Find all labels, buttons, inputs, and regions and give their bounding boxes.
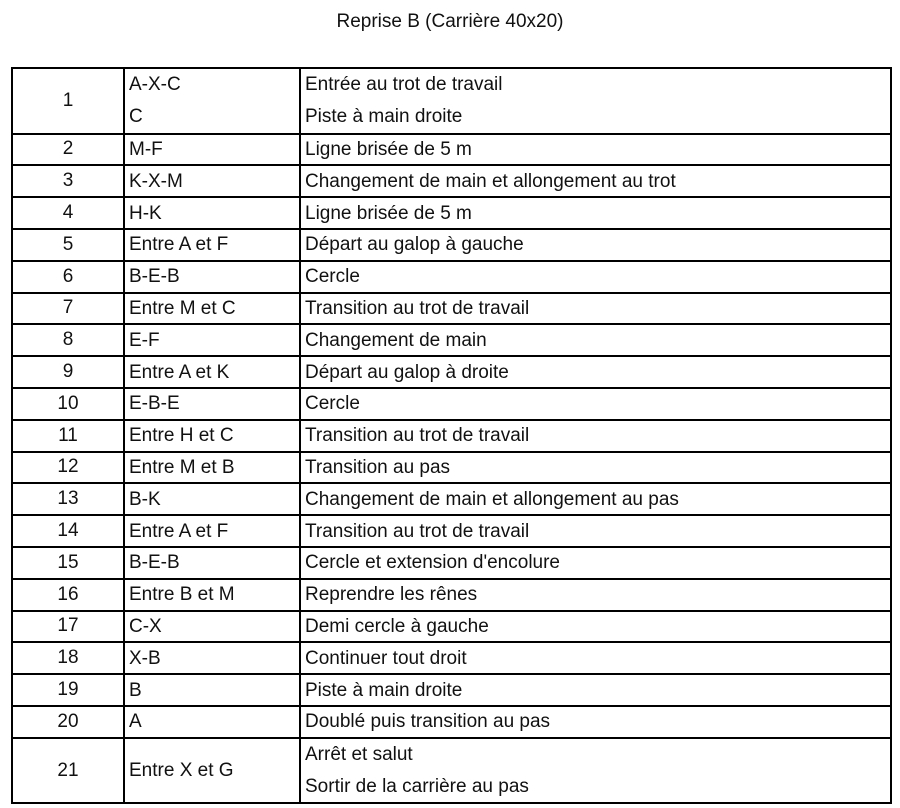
markers-cell bbox=[124, 356, 300, 388]
movement-text: Cercle bbox=[305, 266, 360, 288]
step-number-cell: 14 bbox=[12, 515, 124, 547]
table-row bbox=[12, 324, 891, 356]
movement-cell bbox=[300, 229, 891, 261]
marker-text: K-X-M bbox=[129, 170, 183, 192]
movement-text: Changement de main bbox=[305, 329, 487, 351]
movement-cell bbox=[300, 452, 891, 484]
table-row bbox=[12, 68, 891, 134]
movement-cell bbox=[300, 165, 891, 197]
markers-cell bbox=[124, 515, 300, 547]
table-row bbox=[12, 611, 891, 643]
movement-cell bbox=[300, 642, 891, 674]
table-row bbox=[12, 515, 891, 547]
movement-text: Cercle et extension d'encolure bbox=[305, 552, 560, 574]
marker-text: B bbox=[129, 679, 142, 701]
markers-cell bbox=[124, 197, 300, 229]
marker-text: Entre A et F bbox=[129, 234, 229, 256]
movement-cell bbox=[300, 356, 891, 388]
movement-text: Changement de main et allongement au pas bbox=[305, 488, 679, 510]
step-number-cell: 20 bbox=[12, 706, 124, 738]
table-row bbox=[12, 229, 891, 261]
movement-text: Reprendre les rênes bbox=[305, 584, 478, 606]
table-row bbox=[12, 579, 891, 611]
table-row bbox=[12, 134, 891, 166]
movement-cell bbox=[300, 674, 891, 706]
movement-text: Doublé puis transition au pas bbox=[305, 711, 551, 733]
movement-cell bbox=[300, 483, 891, 515]
markers-cell bbox=[124, 68, 300, 134]
movement-text: Sortir de la carrière au pas bbox=[305, 775, 529, 797]
movement-cell bbox=[300, 197, 891, 229]
table-row bbox=[12, 165, 891, 197]
movement-cell bbox=[300, 611, 891, 643]
step-number-cell: 4 bbox=[12, 197, 124, 229]
movement-text: Ligne brisée de 5 m bbox=[305, 138, 472, 160]
movement-text: Changement de main et allongement au trot bbox=[305, 170, 676, 192]
marker-text: A bbox=[129, 711, 142, 733]
movement-text: Entrée au trot de travail bbox=[305, 74, 503, 95]
marker-text: Entre A et F bbox=[129, 520, 229, 542]
marker-text: C bbox=[129, 105, 143, 127]
markers-cell bbox=[124, 261, 300, 293]
movement-text: Cercle bbox=[305, 393, 360, 415]
marker-text: Entre X et G bbox=[129, 760, 234, 782]
markers-cell bbox=[124, 229, 300, 261]
markers-cell bbox=[124, 706, 300, 738]
step-number-cell: 8 bbox=[12, 324, 124, 356]
marker-text: B-E-B bbox=[129, 266, 180, 288]
movement-cell bbox=[300, 579, 891, 611]
markers-cell bbox=[124, 738, 300, 804]
step-number-cell: 6 bbox=[12, 261, 124, 293]
step-number-cell: 3 bbox=[12, 165, 124, 197]
step-number-cell: 11 bbox=[12, 420, 124, 452]
markers-cell bbox=[124, 388, 300, 420]
markers-cell bbox=[124, 483, 300, 515]
movement-text: Départ au galop à droite bbox=[305, 361, 509, 383]
marker-text: Entre A et K bbox=[129, 361, 230, 383]
marker-text: B-E-B bbox=[129, 552, 180, 574]
movement-cell bbox=[300, 293, 891, 325]
table-row bbox=[12, 452, 891, 484]
marker-text: Entre H et C bbox=[129, 425, 234, 447]
movement-cell bbox=[300, 547, 891, 579]
table-row bbox=[12, 483, 891, 515]
step-number-cell: 15 bbox=[12, 547, 124, 579]
movement-text: Arrêt et salut bbox=[305, 743, 413, 765]
step-number-cell: 17 bbox=[12, 611, 124, 643]
marker-text: E-F bbox=[129, 329, 160, 351]
reprise-table-body bbox=[12, 68, 891, 803]
movement-text: Transition au trot de travail bbox=[305, 520, 530, 542]
table-row bbox=[12, 547, 891, 579]
movement-cell bbox=[300, 420, 891, 452]
table-row bbox=[12, 674, 891, 706]
table-row bbox=[12, 642, 891, 674]
table-row bbox=[12, 356, 891, 388]
marker-text: Entre M et B bbox=[129, 456, 235, 478]
markers-cell bbox=[124, 642, 300, 674]
step-number-cell: 1 bbox=[12, 68, 124, 134]
step-number-cell: 5 bbox=[12, 229, 124, 261]
movement-cell bbox=[300, 134, 891, 166]
movement-text: Ligne brisée de 5 m bbox=[305, 202, 472, 224]
table-row bbox=[12, 197, 891, 229]
marker-text: Entre M et C bbox=[129, 297, 236, 319]
step-number-cell: 19 bbox=[12, 674, 124, 706]
step-number-cell: 7 bbox=[12, 293, 124, 325]
movement-text: Départ au galop à gauche bbox=[305, 234, 524, 256]
marker-text: E-B-E bbox=[129, 393, 180, 415]
table-row bbox=[12, 738, 891, 804]
marker-text: B-K bbox=[129, 488, 161, 510]
movement-cell bbox=[300, 68, 891, 134]
marker-text: X-B bbox=[129, 647, 161, 669]
table-row bbox=[12, 706, 891, 738]
marker-text: C-X bbox=[129, 615, 162, 637]
step-number-cell: 2 bbox=[12, 134, 124, 166]
markers-cell bbox=[124, 452, 300, 484]
marker-text: A-X-C bbox=[129, 74, 181, 95]
markers-cell bbox=[124, 420, 300, 452]
movement-cell bbox=[300, 515, 891, 547]
movement-text: Transition au pas bbox=[305, 456, 451, 478]
document-title: Reprise B (Carrière 40x20) bbox=[336, 11, 564, 32]
movement-text: Transition au trot de travail bbox=[305, 425, 530, 447]
markers-cell bbox=[124, 165, 300, 197]
reprise-table bbox=[11, 67, 892, 804]
marker-text: M-F bbox=[129, 138, 163, 160]
movement-cell bbox=[300, 706, 891, 738]
marker-text: Entre B et M bbox=[129, 584, 235, 606]
table-row bbox=[12, 420, 891, 452]
movement-text: Demi cercle à gauche bbox=[305, 615, 489, 637]
marker-text: H-K bbox=[129, 202, 162, 224]
step-number-cell: 16 bbox=[12, 579, 124, 611]
table-row bbox=[12, 388, 891, 420]
movement-cell bbox=[300, 324, 891, 356]
markers-cell bbox=[124, 579, 300, 611]
markers-cell bbox=[124, 611, 300, 643]
table-row bbox=[12, 261, 891, 293]
movement-cell bbox=[300, 388, 891, 420]
step-number-cell: 13 bbox=[12, 483, 124, 515]
markers-cell bbox=[124, 134, 300, 166]
markers-cell bbox=[124, 547, 300, 579]
movement-cell bbox=[300, 738, 891, 804]
movement-cell bbox=[300, 261, 891, 293]
step-number-cell: 10 bbox=[12, 388, 124, 420]
step-number-cell: 21 bbox=[12, 738, 124, 804]
markers-cell bbox=[124, 674, 300, 706]
markers-cell bbox=[124, 293, 300, 325]
movement-text: Piste à main droite bbox=[305, 105, 463, 127]
movement-text: Continuer tout droit bbox=[305, 647, 467, 669]
step-number-cell: 12 bbox=[12, 452, 124, 484]
step-number-cell: 18 bbox=[12, 642, 124, 674]
table-row bbox=[12, 293, 891, 325]
movement-text: Piste à main droite bbox=[305, 679, 463, 701]
movement-text: Transition au trot de travail bbox=[305, 297, 530, 319]
markers-cell bbox=[124, 324, 300, 356]
step-number-cell: 9 bbox=[12, 356, 124, 388]
